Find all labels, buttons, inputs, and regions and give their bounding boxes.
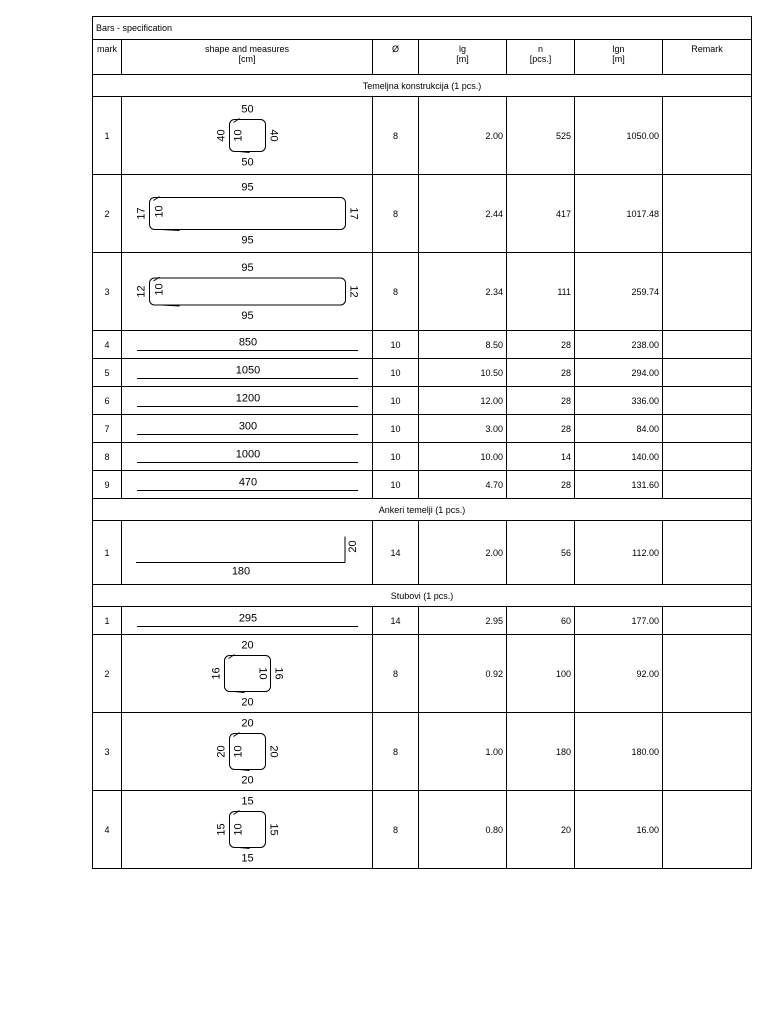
lg-cell: 2.95	[419, 607, 507, 635]
n-cell: 28	[507, 331, 575, 359]
mark-cell: 1	[93, 97, 122, 175]
top-dimension: 20	[241, 717, 254, 730]
length-label: 1000	[235, 448, 261, 461]
bar-shape-drawing	[122, 97, 373, 174]
lgn-cell: 1017.48	[575, 175, 663, 253]
mark-cell: 3	[93, 253, 122, 331]
table-row	[93, 97, 752, 175]
n-cell: 525	[507, 97, 575, 175]
lgn-cell: 259.74	[575, 253, 663, 331]
mark-cell: 4	[93, 791, 122, 869]
bar-shape-drawing	[122, 387, 373, 414]
left-dimension: 20	[215, 745, 228, 758]
remark-cell	[663, 635, 752, 713]
shape-cell	[122, 331, 373, 359]
right-dimension: 15	[267, 823, 280, 836]
n-cell: 100	[507, 635, 575, 713]
table-row	[93, 607, 752, 635]
mark-cell: 1	[93, 521, 122, 585]
lgn-cell: 16.00	[575, 791, 663, 869]
bar-shape-drawing	[122, 521, 373, 584]
right-dimension: 20	[267, 745, 280, 758]
bottom-dimension: 50	[241, 156, 254, 169]
table-row	[93, 253, 752, 331]
mark-cell: 8	[93, 443, 122, 471]
lgn-cell: 1050.00	[575, 97, 663, 175]
left-dimension: 15	[215, 823, 228, 836]
table-row	[93, 471, 752, 499]
n-cell: 417	[507, 175, 575, 253]
length-label: 180	[231, 565, 251, 578]
bar-shape-drawing	[122, 253, 373, 330]
diameter-cell: 8	[373, 253, 419, 331]
diameter-cell: 8	[373, 635, 419, 713]
diameter-cell: 8	[373, 713, 419, 791]
table-row	[93, 359, 752, 387]
header-remark: Remark	[663, 40, 752, 75]
top-dimension: 95	[241, 181, 254, 194]
diameter-cell: 10	[373, 387, 419, 415]
remark-cell	[663, 97, 752, 175]
header-mark: mark	[93, 40, 122, 75]
left-dimension: 40	[215, 129, 228, 142]
mark-cell: 1	[93, 607, 122, 635]
section-row	[93, 499, 752, 521]
bars-specification-table	[92, 16, 752, 869]
header-lg: lg [m]	[419, 40, 507, 75]
lgn-cell: 84.00	[575, 415, 663, 443]
lg-cell: 3.00	[419, 415, 507, 443]
lg-cell: 0.92	[419, 635, 507, 713]
section-row	[93, 585, 752, 607]
left-dimension: 17	[135, 207, 148, 220]
shape-cell	[122, 359, 373, 387]
bar-shape-drawing	[122, 415, 373, 442]
diameter-cell: 10	[373, 415, 419, 443]
diameter-cell: 8	[373, 791, 419, 869]
lgn-cell: 140.00	[575, 443, 663, 471]
header-shape: shape and measures [cm]	[122, 40, 373, 75]
left-dimension: 16	[210, 667, 223, 680]
length-label: 1200	[235, 392, 261, 405]
remark-cell	[663, 253, 752, 331]
bottom-dimension: 95	[241, 234, 254, 247]
mark-cell: 6	[93, 387, 122, 415]
top-dimension: 20	[241, 639, 254, 652]
bottom-dimension: 15	[241, 852, 254, 865]
hook-dimension: 10	[232, 129, 245, 142]
n-cell: 28	[507, 359, 575, 387]
bar-shape-drawing	[122, 635, 373, 712]
stirrup-outline	[150, 198, 346, 230]
shape-cell	[122, 443, 373, 471]
length-label: 470	[238, 476, 258, 489]
shape-cell	[122, 387, 373, 415]
n-cell: 20	[507, 791, 575, 869]
shape-cell	[122, 471, 373, 499]
table-row	[93, 521, 752, 585]
lg-cell: 2.34	[419, 253, 507, 331]
shape-cell	[122, 521, 373, 585]
shape-cell	[122, 713, 373, 791]
lgn-cell: 92.00	[575, 635, 663, 713]
stirrup-outline	[150, 278, 346, 305]
table-row	[93, 713, 752, 791]
diameter-cell: 8	[373, 175, 419, 253]
lg-cell: 0.80	[419, 791, 507, 869]
lgn-cell: 180.00	[575, 713, 663, 791]
table-row	[93, 331, 752, 359]
table-row	[93, 791, 752, 869]
hook-dimension: 10	[232, 745, 245, 758]
table-row	[93, 635, 752, 713]
lgn-cell: 238.00	[575, 331, 663, 359]
hook-dimension: 10	[153, 205, 166, 218]
bottom-dimension: 20	[241, 696, 254, 709]
remark-cell	[663, 331, 752, 359]
remark-cell	[663, 175, 752, 253]
mark-cell: 4	[93, 331, 122, 359]
diameter-cell: 14	[373, 521, 419, 585]
diameter-cell: 10	[373, 359, 419, 387]
header-diameter: Ø	[373, 40, 419, 75]
hook-dimension: 10	[232, 823, 245, 836]
lg-cell: 10.50	[419, 359, 507, 387]
mark-cell: 2	[93, 635, 122, 713]
bottom-dimension: 95	[241, 309, 254, 322]
right-dimension: 16	[272, 667, 285, 680]
n-cell: 60	[507, 607, 575, 635]
header-row	[93, 40, 752, 75]
remark-cell	[663, 713, 752, 791]
lgn-cell: 112.00	[575, 521, 663, 585]
lg-cell: 4.70	[419, 471, 507, 499]
lg-cell: 2.00	[419, 97, 507, 175]
mark-cell: 5	[93, 359, 122, 387]
bar-shape-drawing	[122, 331, 373, 358]
mark-cell: 7	[93, 415, 122, 443]
table-row	[93, 175, 752, 253]
mark-cell: 2	[93, 175, 122, 253]
top-dimension: 95	[241, 261, 254, 274]
shape-cell	[122, 253, 373, 331]
table-row	[93, 415, 752, 443]
bar-shape-drawing	[122, 713, 373, 790]
length-label: 1050	[235, 364, 261, 377]
n-cell: 180	[507, 713, 575, 791]
remark-cell	[663, 607, 752, 635]
section-title: Ankeri temelji (1 pcs.)	[93, 499, 752, 521]
header-n: n [pcs.]	[507, 40, 575, 75]
lg-cell: 8.50	[419, 331, 507, 359]
remark-cell	[663, 415, 752, 443]
section-row	[93, 75, 752, 97]
lgn-cell: 177.00	[575, 607, 663, 635]
lg-cell: 10.00	[419, 443, 507, 471]
shape-cell	[122, 635, 373, 713]
length-label: 295	[238, 612, 258, 625]
lgn-cell: 294.00	[575, 359, 663, 387]
bar-shape-drawing	[122, 359, 373, 386]
header-lgn: lgn [m]	[575, 40, 663, 75]
shape-cell	[122, 791, 373, 869]
shape-cell	[122, 175, 373, 253]
hook-dimension: 10	[153, 283, 166, 296]
lg-cell: 2.44	[419, 175, 507, 253]
bar-shape-drawing	[122, 175, 373, 252]
diameter-cell: 10	[373, 443, 419, 471]
n-cell: 28	[507, 415, 575, 443]
n-cell: 56	[507, 521, 575, 585]
mark-cell: 3	[93, 713, 122, 791]
top-dimension: 15	[241, 795, 254, 808]
right-dimension: 40	[267, 129, 280, 142]
diameter-cell: 14	[373, 607, 419, 635]
leg-label: 20	[346, 540, 359, 553]
lgn-cell: 131.60	[575, 471, 663, 499]
mark-cell: 9	[93, 471, 122, 499]
top-dimension: 50	[241, 103, 254, 116]
bar-shape-drawing	[122, 443, 373, 470]
shape-cell	[122, 97, 373, 175]
n-cell: 28	[507, 387, 575, 415]
remark-cell	[663, 791, 752, 869]
shape-cell	[122, 415, 373, 443]
n-cell: 14	[507, 443, 575, 471]
diameter-cell: 8	[373, 97, 419, 175]
length-label: 850	[238, 336, 258, 349]
section-title: Temeljna konstrukcija (1 pcs.)	[93, 75, 752, 97]
remark-cell	[663, 387, 752, 415]
right-dimension: 17	[347, 207, 360, 220]
length-label: 300	[238, 420, 258, 433]
n-cell: 111	[507, 253, 575, 331]
table-title: Bars - specification	[93, 17, 752, 40]
bar-shape-drawing	[122, 791, 373, 868]
bars-specification-sheet	[92, 16, 751, 869]
diameter-cell: 10	[373, 331, 419, 359]
left-dimension: 12	[135, 285, 148, 298]
bar-shape-drawing	[122, 471, 373, 498]
remark-cell	[663, 359, 752, 387]
hook-dimension: 10	[256, 667, 269, 680]
remark-cell	[663, 521, 752, 585]
remark-cell	[663, 471, 752, 499]
bar-shape-drawing	[122, 607, 373, 634]
shape-cell	[122, 607, 373, 635]
lg-cell: 2.00	[419, 521, 507, 585]
table-row	[93, 443, 752, 471]
lg-cell: 1.00	[419, 713, 507, 791]
lgn-cell: 336.00	[575, 387, 663, 415]
n-cell: 28	[507, 471, 575, 499]
bottom-dimension: 20	[241, 774, 254, 787]
diameter-cell: 10	[373, 471, 419, 499]
section-title: Stubovi (1 pcs.)	[93, 585, 752, 607]
lg-cell: 12.00	[419, 387, 507, 415]
remark-cell	[663, 443, 752, 471]
right-dimension: 12	[347, 285, 360, 298]
table-row	[93, 387, 752, 415]
